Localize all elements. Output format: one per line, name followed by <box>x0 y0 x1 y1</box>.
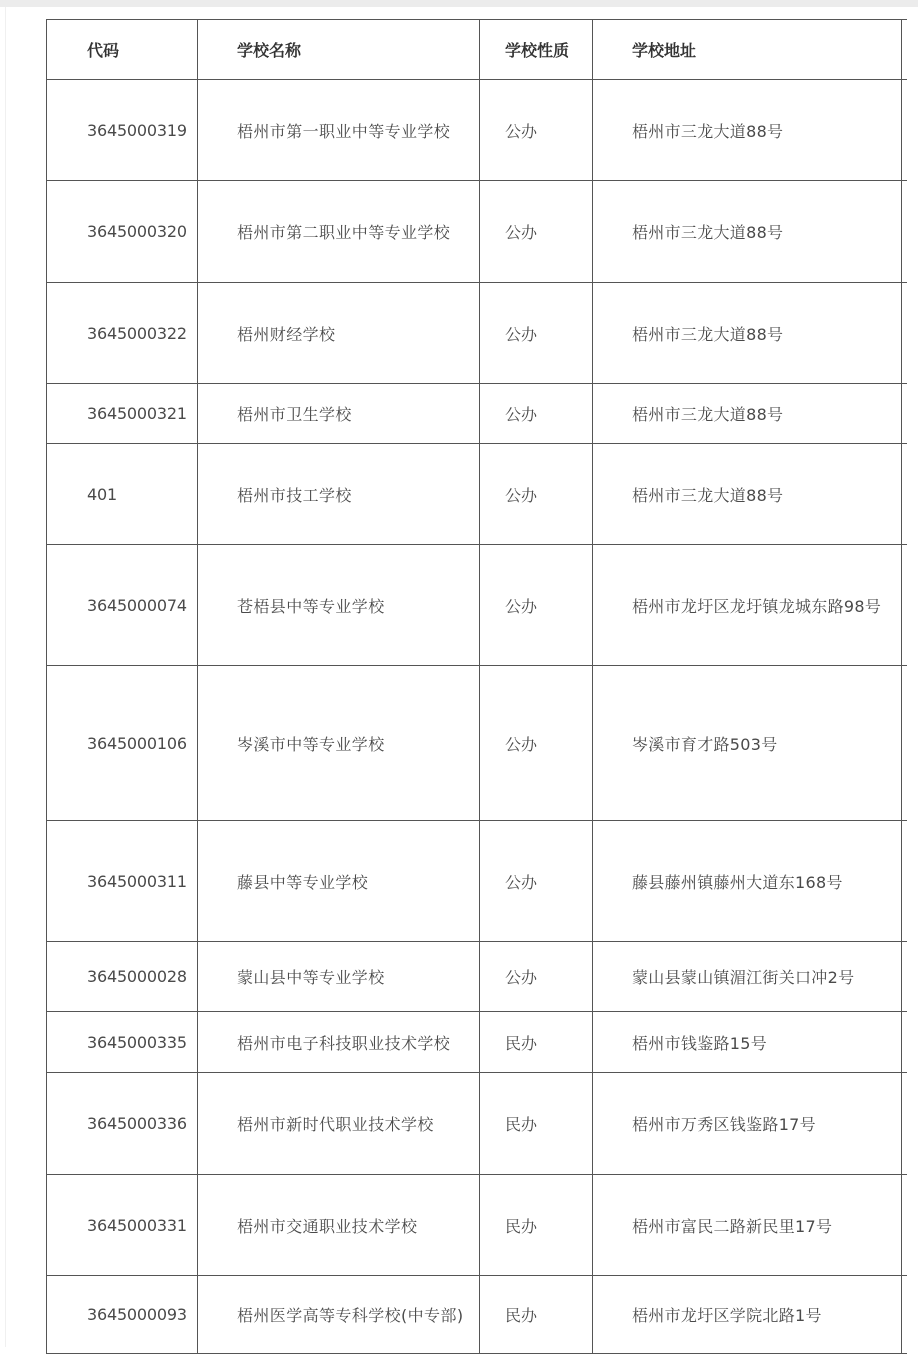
table-row <box>47 283 907 384</box>
cell-school-name: 梧州财经学校 <box>198 283 480 384</box>
table-row <box>47 80 907 181</box>
cell-cutoff-column <box>902 384 907 444</box>
table-row <box>47 1073 907 1175</box>
cell-school-type: 公办 <box>480 80 593 181</box>
header-school-name: 学校名称 <box>198 20 480 80</box>
table-row <box>47 1276 907 1354</box>
cell-school-address: 梧州市钱鉴路15号 <box>593 1012 902 1073</box>
cell-school-address: 岑溪市育才路503号 <box>593 666 902 821</box>
header-school-type: 学校性质 <box>480 20 593 80</box>
cell-code: 3645000106 <box>47 666 198 821</box>
cell-school-type: 公办 <box>480 444 593 545</box>
table-header-row <box>47 20 907 80</box>
cell-school-address: 梧州市龙圩区学院北路1号 <box>593 1276 902 1354</box>
cell-school-address: 梧州市三龙大道88号 <box>593 181 902 283</box>
cell-code: 3645000028 <box>47 942 198 1012</box>
cell-school-type: 公办 <box>480 181 593 283</box>
cell-code: 3645000093 <box>47 1276 198 1354</box>
cell-school-type: 公办 <box>480 821 593 942</box>
cell-cutoff-column <box>902 283 907 384</box>
cell-cutoff-column <box>902 444 907 545</box>
cell-school-address: 梧州市三龙大道88号 <box>593 283 902 384</box>
cell-school-name: 梧州市技工学校 <box>198 444 480 545</box>
school-table <box>46 19 907 1354</box>
header-cutoff-column <box>902 20 907 80</box>
cell-school-name: 岑溪市中等专业学校 <box>198 666 480 821</box>
cell-cutoff-column <box>902 821 907 942</box>
table-row <box>47 1012 907 1073</box>
table-body <box>47 80 907 1354</box>
cell-cutoff-column <box>902 1175 907 1276</box>
cell-cutoff-column <box>902 80 907 181</box>
cell-school-name: 梧州医学高等专科学校(中专部) <box>198 1276 480 1354</box>
cell-school-address: 梧州市富民二路新民里17号 <box>593 1175 902 1276</box>
cell-cutoff-column <box>902 545 907 666</box>
top-strip <box>0 0 918 7</box>
cell-school-address: 梧州市三龙大道88号 <box>593 80 902 181</box>
cell-school-type: 公办 <box>480 942 593 1012</box>
table-row <box>47 444 907 545</box>
cell-school-address: 梧州市万秀区钱鉴路17号 <box>593 1073 902 1175</box>
cell-code: 3645000320 <box>47 181 198 283</box>
header-school-address: 学校地址 <box>593 20 902 80</box>
cell-school-type: 民办 <box>480 1073 593 1175</box>
cell-code: 3645000074 <box>47 545 198 666</box>
table-row <box>47 545 907 666</box>
cell-school-address: 梧州市三龙大道88号 <box>593 444 902 545</box>
cell-code: 3645000336 <box>47 1073 198 1175</box>
cell-school-name: 梧州市电子科技职业技术学校 <box>198 1012 480 1073</box>
cell-code: 401 <box>47 444 198 545</box>
cell-school-type: 民办 <box>480 1012 593 1073</box>
cell-school-type: 公办 <box>480 545 593 666</box>
cell-school-name: 蒙山县中等专业学校 <box>198 942 480 1012</box>
cell-code: 3645000311 <box>47 821 198 942</box>
table-row <box>47 942 907 1012</box>
cell-code: 3645000335 <box>47 1012 198 1073</box>
cell-school-name: 藤县中等专业学校 <box>198 821 480 942</box>
cell-school-type: 民办 <box>480 1175 593 1276</box>
cell-cutoff-column <box>902 666 907 821</box>
table-row <box>47 821 907 942</box>
cell-school-name: 苍梧县中等专业学校 <box>198 545 480 666</box>
school-table-container <box>46 19 907 1354</box>
cell-cutoff-column <box>902 942 907 1012</box>
cell-cutoff-column <box>902 1276 907 1354</box>
cell-school-type: 公办 <box>480 283 593 384</box>
table-row <box>47 384 907 444</box>
page-left-edge <box>5 7 6 1347</box>
cell-cutoff-column <box>902 181 907 283</box>
cell-code: 3645000322 <box>47 283 198 384</box>
table-row <box>47 1175 907 1276</box>
cell-school-address: 梧州市三龙大道88号 <box>593 384 902 444</box>
table-row <box>47 181 907 283</box>
cell-school-type: 民办 <box>480 1276 593 1354</box>
cell-school-address: 蒙山县蒙山镇湄江街关口冲2号 <box>593 942 902 1012</box>
cell-code: 3645000321 <box>47 384 198 444</box>
cell-code: 3645000319 <box>47 80 198 181</box>
cell-school-name: 梧州市第二职业中等专业学校 <box>198 181 480 283</box>
cell-school-name: 梧州市第一职业中等专业学校 <box>198 80 480 181</box>
cell-school-type: 公办 <box>480 666 593 821</box>
header-code: 代码 <box>47 20 198 80</box>
cell-school-name: 梧州市交通职业技术学校 <box>198 1175 480 1276</box>
cell-school-address: 梧州市龙圩区龙圩镇龙城东路98号 <box>593 545 902 666</box>
cell-school-type: 公办 <box>480 384 593 444</box>
cell-code: 3645000331 <box>47 1175 198 1276</box>
table-row <box>47 666 907 821</box>
cell-cutoff-column <box>902 1012 907 1073</box>
cell-school-name: 梧州市新时代职业技术学校 <box>198 1073 480 1175</box>
cell-school-name: 梧州市卫生学校 <box>198 384 480 444</box>
cell-cutoff-column <box>902 1073 907 1175</box>
cell-school-address: 藤县藤州镇藤州大道东168号 <box>593 821 902 942</box>
